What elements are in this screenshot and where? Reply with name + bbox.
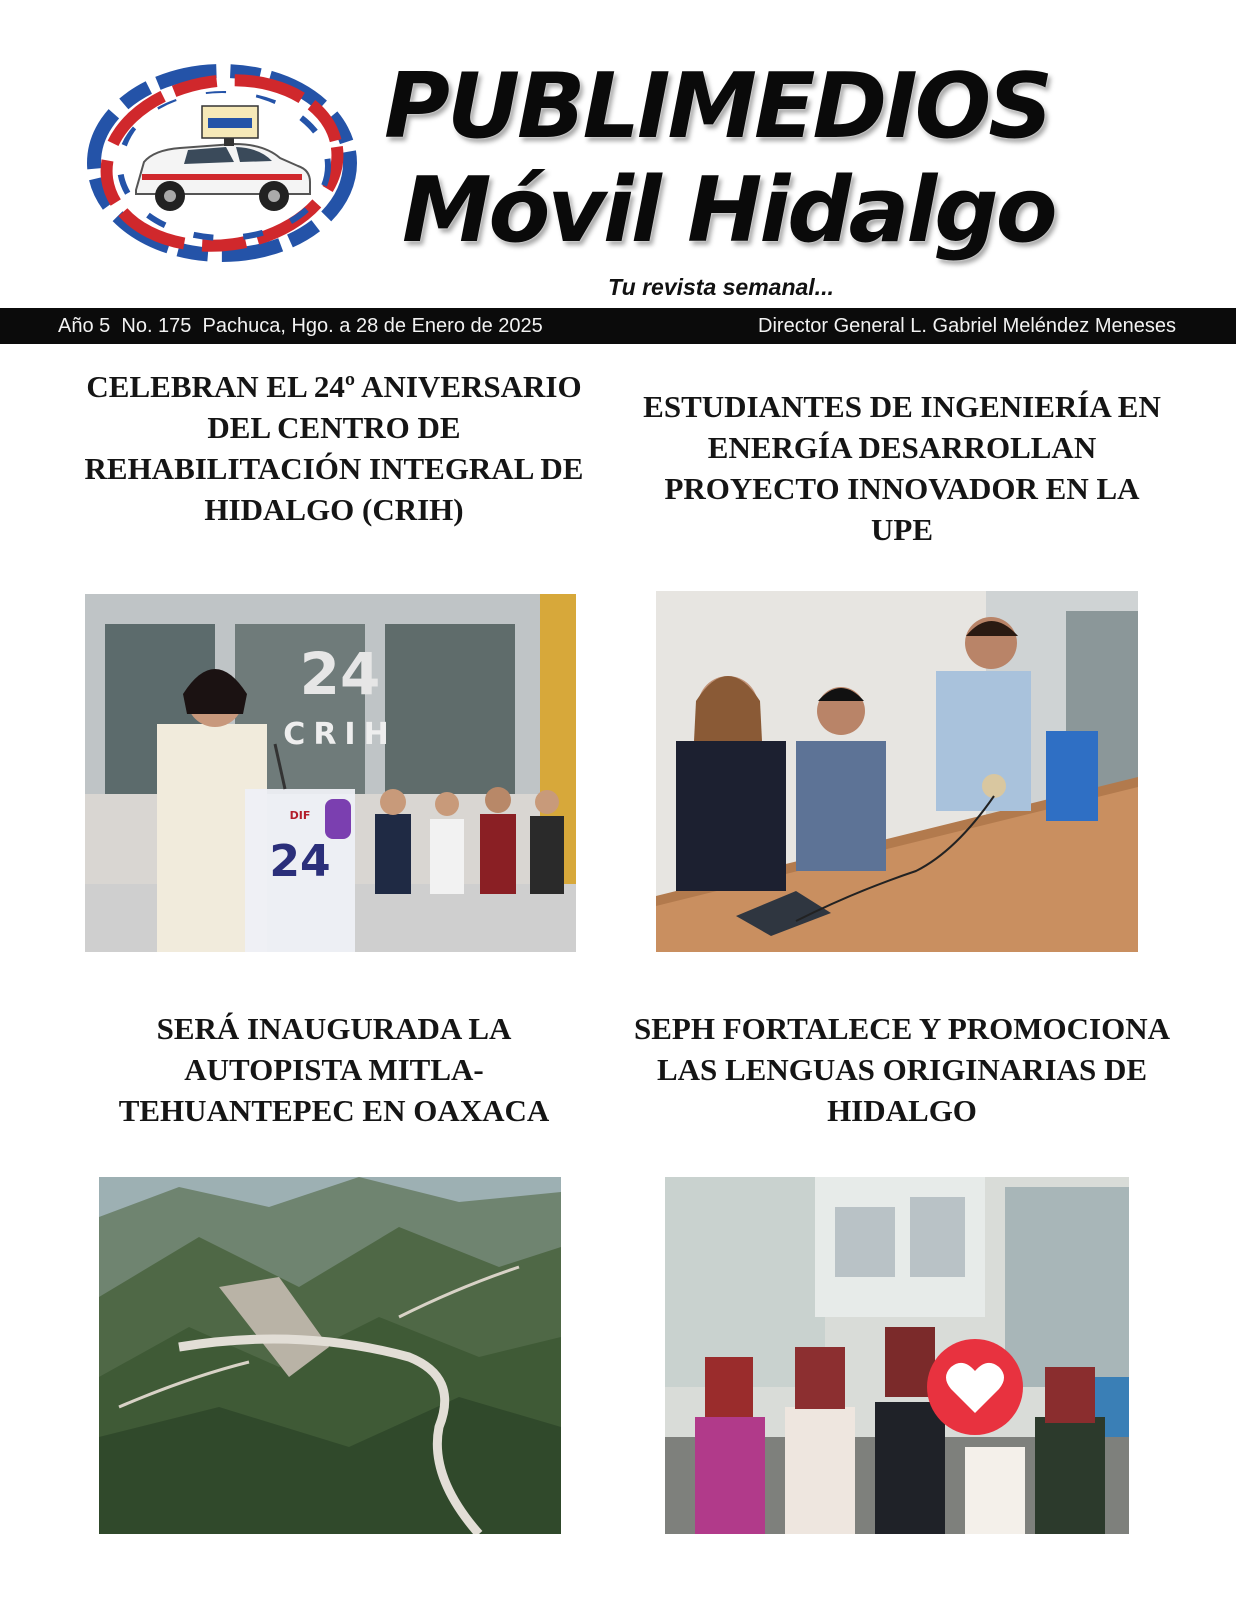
article-title-autopista: SERÁ INAUGURADA LA AUTOPISTA MITLA-TEHUANTEPEC EN OAXACA (118, 1011, 550, 1128)
podium-number: 24 (269, 836, 331, 887)
article-title-upe: ESTUDIANTES DE INGENIERÍA EN ENERGÍA DESARROLLAN PROYECTO INNOVADOR EN LA UPE (643, 389, 1161, 547)
article-title-crih: CELEBRAN EL 24º ANIVERSARIO DEL CENTRO DE REHABILITACIÓN INTEGRAL DE HIDALGO (CRIH) (84, 369, 584, 527)
director-info: Director General L. Gabriel Meléndez Meneses (758, 315, 1176, 337)
wall-sign-number: 24 (299, 640, 381, 708)
title-line-1: PUBLIMEDIOS (384, 54, 1051, 159)
heart-icon (927, 1339, 1023, 1435)
publimedios-logo (84, 62, 360, 264)
tagline: Tu revista semanal... (608, 274, 834, 300)
article-photo-upe[interactable] (656, 591, 1138, 952)
title-line-2: Móvil Hidalgo (402, 158, 1055, 263)
podium-logo: DIF (289, 809, 311, 822)
article-title-seph: SEPH FORTALECE Y PROMOCIONA LAS LENGUAS ORIGINARIAS DE HIDALGO (634, 1011, 1170, 1128)
issue-info-bar (0, 308, 1236, 344)
article-photo-crih[interactable] (85, 594, 576, 952)
article-photo-seph[interactable] (665, 1177, 1129, 1534)
masthead (0, 0, 1236, 306)
issue-info: Año 5 No. 175 Pachuca, Hgo. a 28 de Enero de 2025 (58, 315, 543, 337)
article-photo-autopista[interactable] (99, 1177, 561, 1534)
wall-sign-text: CRIH (283, 717, 397, 752)
